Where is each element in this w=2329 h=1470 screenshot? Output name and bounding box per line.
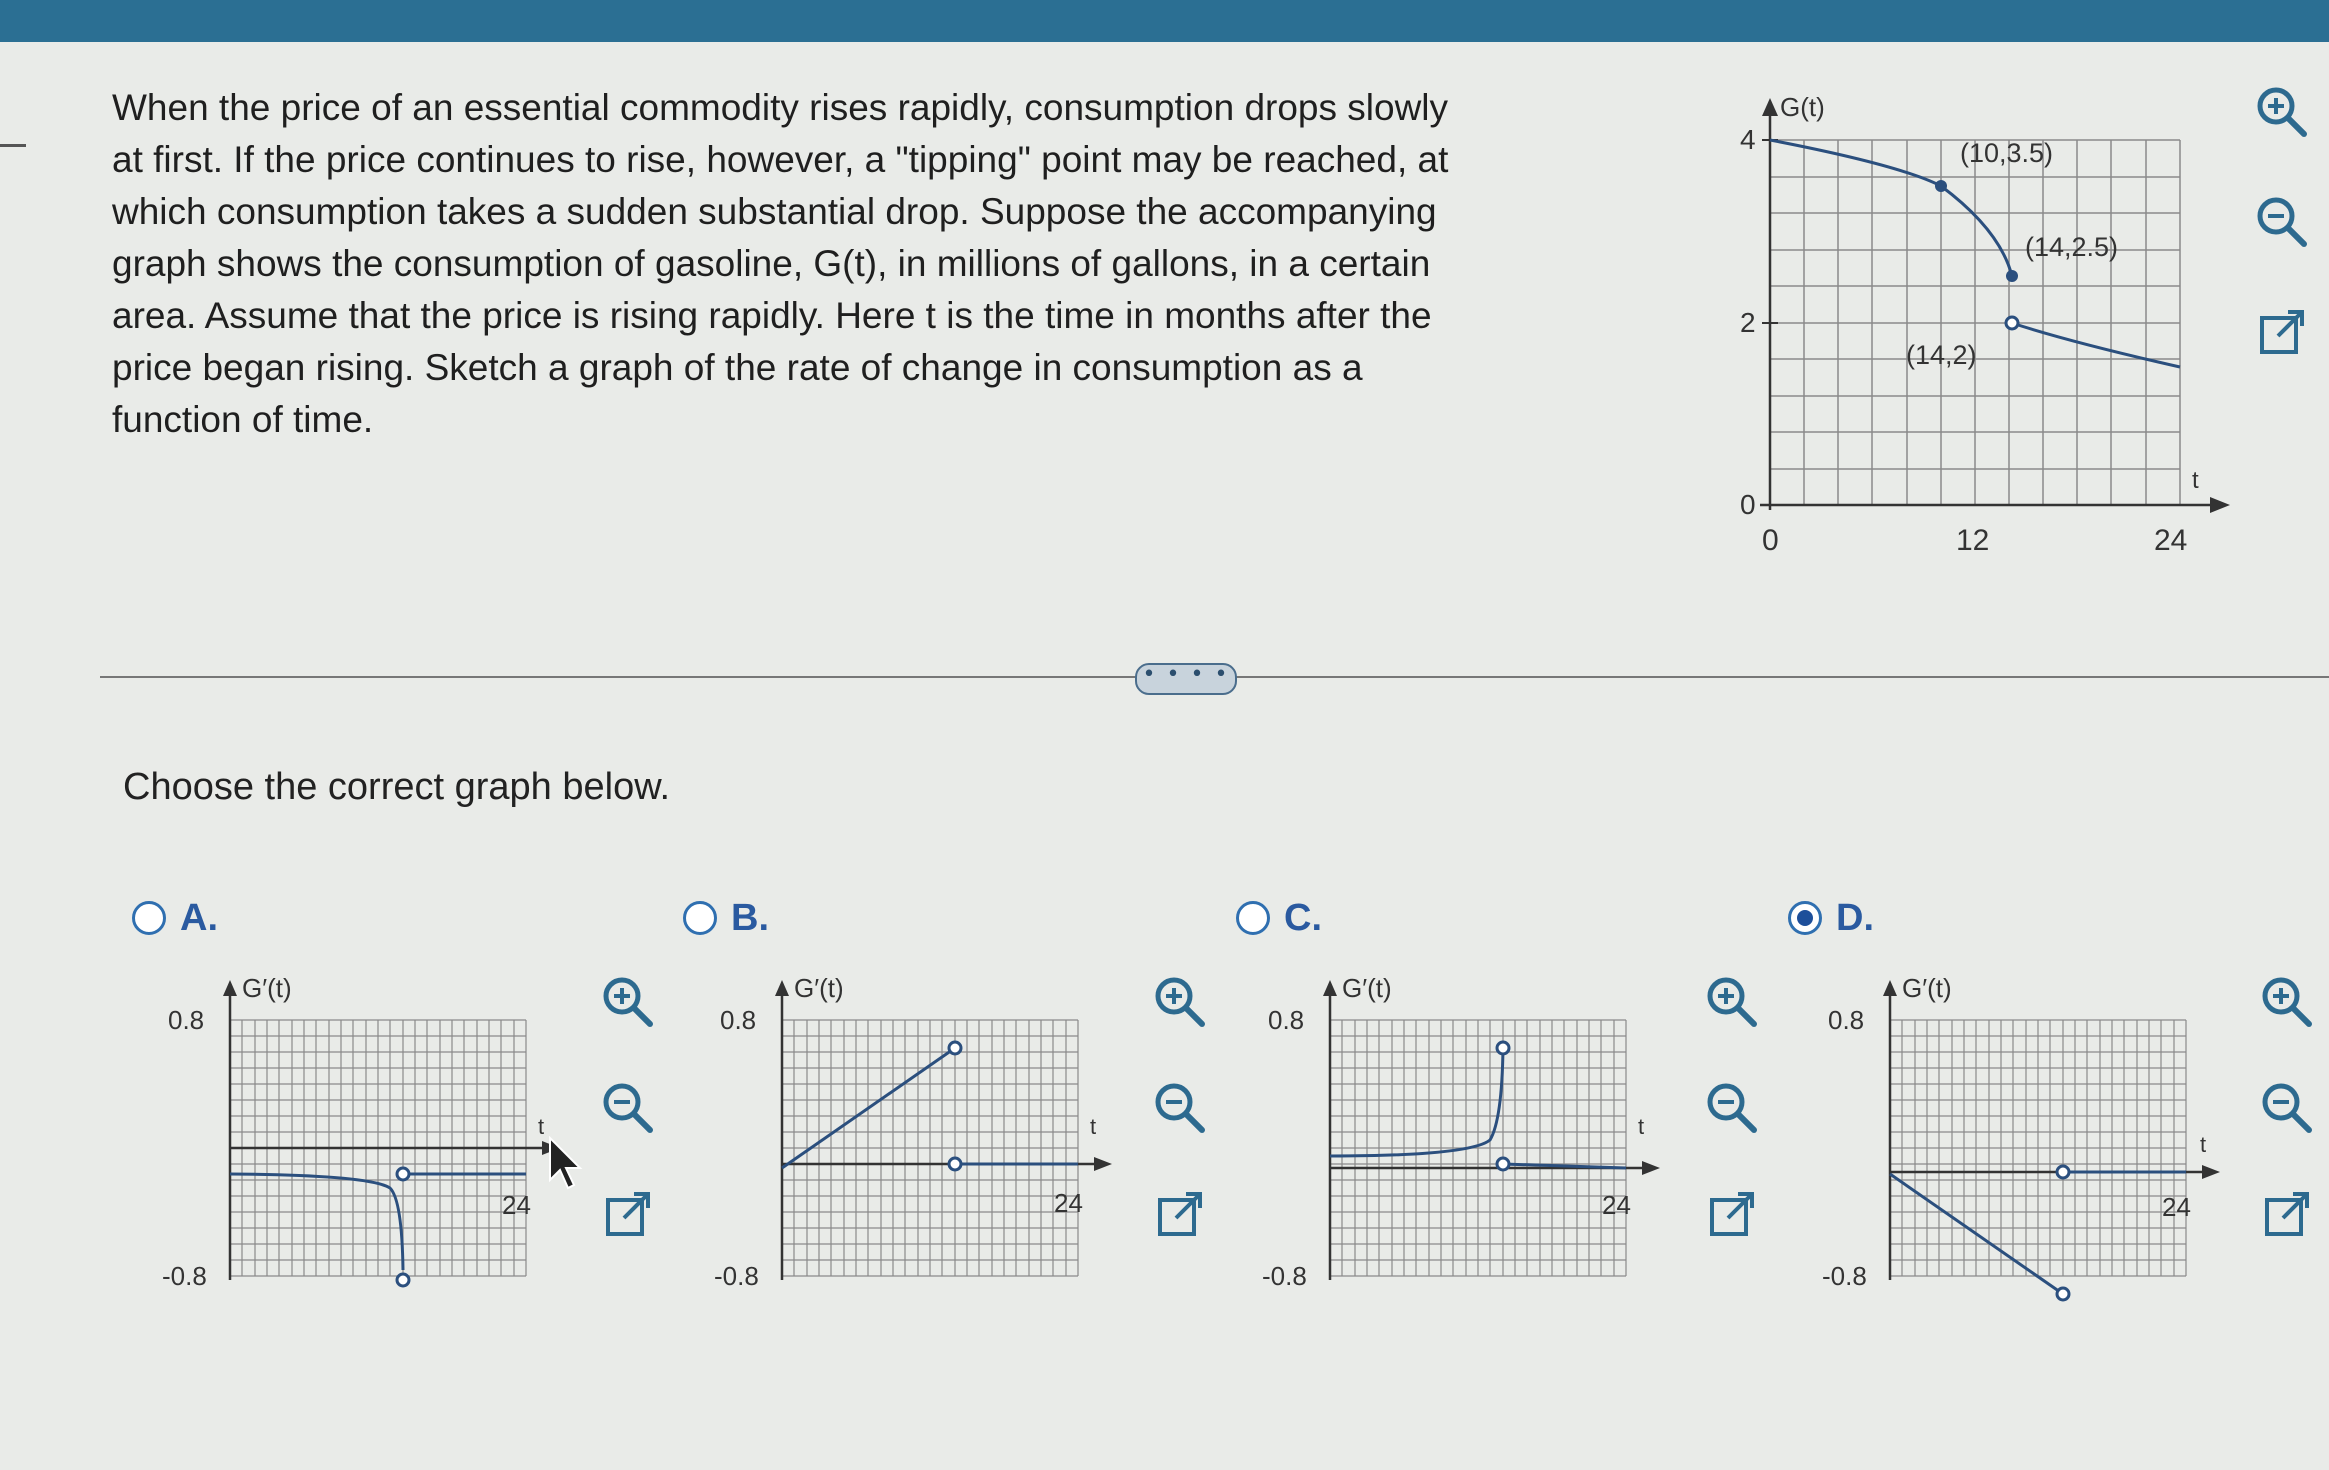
external-link-icon[interactable] [2255, 1182, 2319, 1246]
zoom-out-icon[interactable] [2255, 1076, 2319, 1140]
y-top-label: 0.8 [1828, 1005, 1865, 1035]
y-bottom-label: -0.8 [714, 1261, 759, 1291]
point-label: (14,2) [1906, 340, 1977, 370]
x-tick-label: 24 [502, 1190, 531, 1220]
y-bottom-label: -0.8 [1262, 1261, 1307, 1291]
x-tick-label: 24 [1054, 1188, 1083, 1218]
x-axis-title: t [538, 1114, 545, 1139]
point-14-2-open [2006, 317, 2018, 329]
point-14-2.5 [2006, 270, 2018, 282]
option-d-graph [1810, 960, 2230, 1340]
zoom-out-icon[interactable] [596, 1076, 660, 1140]
graph-grid [782, 1020, 1078, 1276]
y-axis-arrow [1323, 980, 1337, 996]
open-point [949, 1158, 961, 1170]
x-tick-label: 24 [2162, 1192, 2191, 1222]
open-point [1497, 1042, 1509, 1054]
question-line: which consumption takes a sudden substantial drop. Suppose the accompanying [112, 191, 1437, 232]
consumption-graph [1730, 80, 2250, 580]
y-axis-title: G′(t) [1902, 973, 1952, 1003]
external-link-icon[interactable] [596, 1182, 660, 1246]
open-point [2057, 1166, 2069, 1178]
y-axis-arrow [223, 980, 237, 996]
question-line: area. Assume that the price is rising rapidly. Here t is the time in months after the [112, 295, 1432, 336]
x-axis-title: t [1638, 1114, 1645, 1139]
main-graph-grid [1770, 140, 2180, 505]
radio-b[interactable] [683, 901, 717, 935]
y-top-label: 0.8 [1268, 1005, 1305, 1035]
y-axis-arrow [775, 980, 789, 996]
x-axis-arrow [2210, 497, 2230, 513]
zoom-in-icon[interactable] [1700, 970, 1764, 1034]
question-line: function of time. [112, 399, 374, 440]
radio-d-selected[interactable] [1788, 901, 1822, 935]
y-axis-title: G(t) [1780, 92, 1825, 122]
x-axis-arrow [2202, 1165, 2220, 1179]
side-marker [0, 144, 26, 147]
point-label: (10,3.5) [1960, 138, 2054, 168]
option-a-tools [596, 970, 666, 1230]
y-axis-arrow [1883, 980, 1897, 996]
option-d-label: D. [1836, 896, 1874, 939]
open-point [397, 1274, 409, 1286]
y-tick-label: 2 [1740, 307, 1756, 338]
option-b[interactable] [683, 893, 769, 943]
y-top-label: 0.8 [168, 1005, 205, 1035]
x-tick-label: 24 [1602, 1190, 1631, 1220]
option-b-tools [1148, 970, 1218, 1230]
option-c-label: C. [1284, 896, 1322, 939]
x-axis-title: t [2192, 467, 2199, 494]
x-tick-label: 24 [2154, 524, 2188, 557]
question-text [112, 82, 1642, 446]
radio-c[interactable] [1236, 901, 1270, 935]
graph-grid [1890, 1020, 2186, 1276]
zoom-out-icon[interactable] [2250, 190, 2314, 254]
external-link-icon[interactable] [2250, 300, 2314, 364]
x-tick-label: 0 [1762, 524, 1779, 557]
x-axis-title: t [2200, 1132, 2207, 1157]
question-line: graph shows the consumption of gasoline, G(t), in millions of gallons, in a certain [112, 243, 1431, 284]
x-axis-title: t [1090, 1114, 1097, 1139]
external-link-icon[interactable] [1700, 1182, 1764, 1246]
y-top-label: 0.8 [720, 1005, 757, 1035]
y-axis-title: G′(t) [1342, 973, 1392, 1003]
option-a[interactable] [132, 893, 218, 943]
y-tick-label: 0 [1740, 489, 1756, 520]
zoom-in-icon[interactable] [1148, 970, 1212, 1034]
main-graph-tools [2250, 80, 2320, 380]
zoom-in-icon[interactable] [596, 970, 660, 1034]
point-label: (14,2.5) [2025, 232, 2119, 262]
radio-a[interactable] [132, 901, 166, 935]
question-line: price began rising. Sketch a graph of the rate of change in consumption as a [112, 347, 1363, 388]
x-axis-arrow [1642, 1161, 1660, 1175]
open-point [2057, 1288, 2069, 1300]
y-bottom-label: -0.8 [162, 1261, 207, 1291]
prompt-text: Choose the correct graph below. [123, 766, 671, 808]
option-a-graph [150, 960, 570, 1340]
open-point [1497, 1158, 1509, 1170]
x-tick-label: 12 [1956, 524, 1990, 557]
zoom-out-icon[interactable] [1700, 1076, 1764, 1140]
option-c[interactable] [1236, 893, 1322, 943]
graph-grid [1330, 1020, 1626, 1276]
open-point [949, 1042, 961, 1054]
option-d-tools [2255, 970, 2325, 1230]
external-link-icon[interactable] [1148, 1182, 1212, 1246]
option-d[interactable] [1788, 893, 1874, 943]
x-axis-arrow [1094, 1157, 1112, 1171]
zoom-in-icon[interactable] [2255, 970, 2319, 1034]
gt-curve-right [2012, 323, 2180, 367]
y-tick-label: 4 [1740, 124, 1756, 155]
mouse-cursor-icon [546, 1136, 586, 1192]
option-a-label: A. [180, 896, 218, 939]
y-axis-title: G′(t) [242, 973, 292, 1003]
zoom-in-icon[interactable] [2250, 80, 2314, 144]
y-axis-arrow [1762, 98, 1778, 116]
option-b-graph [702, 960, 1122, 1340]
zoom-out-icon[interactable] [1148, 1076, 1212, 1140]
option-c-tools [1700, 970, 1770, 1230]
option-b-label: B. [731, 896, 769, 939]
question-line: at first. If the price continues to rise, however, a "tipping" point may be reached, at [112, 139, 1449, 180]
expand-more-button[interactable]: • • • • [1135, 663, 1237, 695]
question-line: When the price of an essential commodity rises rapidly, consumption drops slowly [112, 87, 1449, 128]
open-point [397, 1168, 409, 1180]
y-axis-title: G′(t) [794, 973, 844, 1003]
y-bottom-label: -0.8 [1822, 1261, 1867, 1291]
point-10-3.5 [1935, 180, 1947, 192]
option-c-graph [1250, 960, 1670, 1340]
top-header-bar [0, 0, 2329, 42]
